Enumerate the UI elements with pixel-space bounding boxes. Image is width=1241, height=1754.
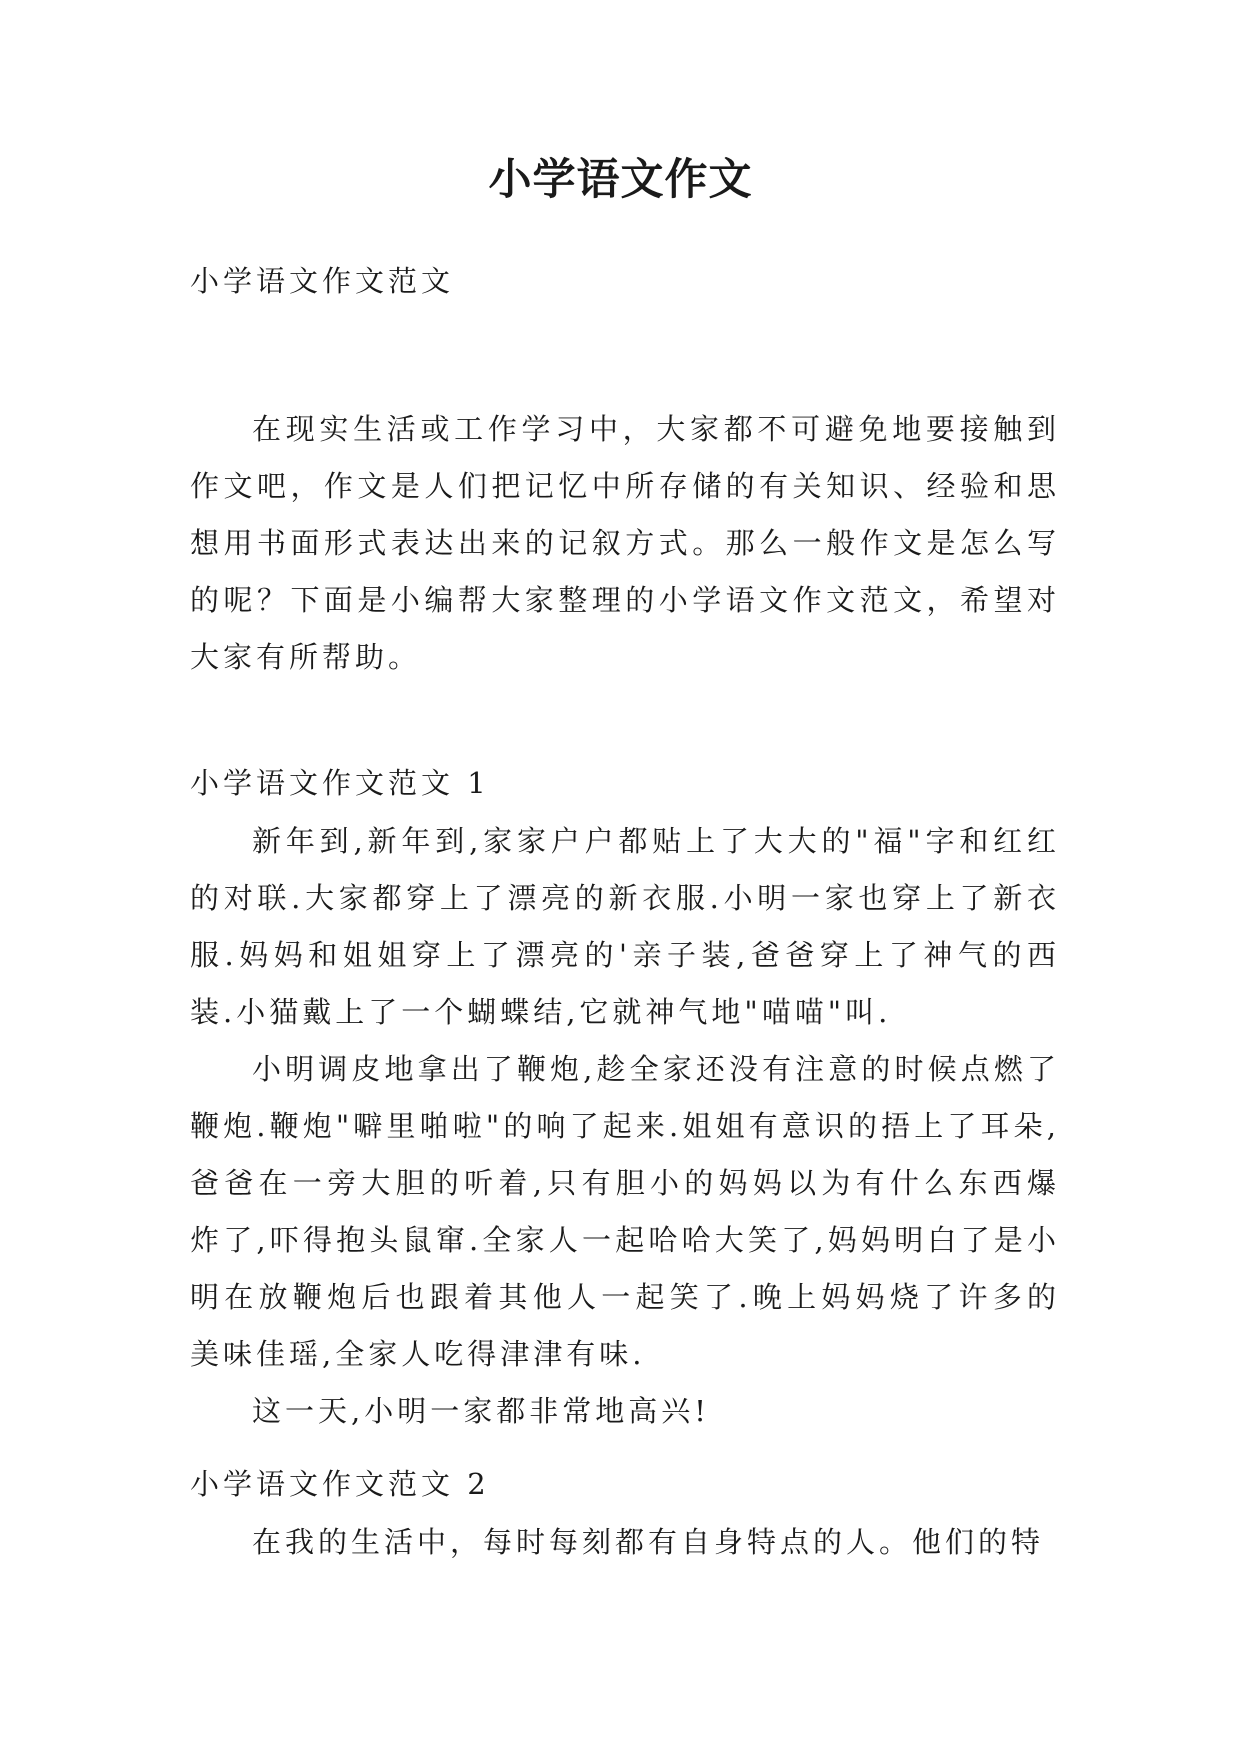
document-title: 小学语文作文 — [488, 155, 753, 205]
essay1-paragraph-3: 这一天,小明一家都非常地高兴! — [252, 1394, 710, 1428]
essay2-body — [190, 1514, 1060, 1571]
essay1-heading: 小学语文作文范文 1 — [190, 766, 490, 800]
essay2-heading: 小学语文作文范文 2 — [190, 1467, 490, 1501]
essay2-paragraph-1: 在我的生活中，每时每刻都有自身特点的人。他们的特 — [252, 1525, 1045, 1559]
essay1-paragraph-1: 新年到,新年到,家家户户都贴上了大大的"福"字和红红的对联.大家都穿上了漂亮的新衣服.小明一家也穿上了新衣服.妈妈和姐姐穿上了漂亮的'亲子装,爸爸穿上了神气的西装.小猫戴上了一个蝴蝶结,它就神气地"喵喵"叫. — [190, 824, 1060, 1029]
subtitle: 小学语文作文范文 — [190, 264, 455, 298]
intro-text: 在现实生活或工作学习中，大家都不可避免地要接触到作文吧，作文是人们把记忆中所存储的有关知识、经验和思想用书面形式表达出来的记叙方式。那么一般作文是怎么写的呢？下面是小编帮大家整理的小学语文作文范文，希望对大家有所帮助。 — [190, 412, 1060, 674]
intro-paragraph — [190, 401, 1060, 686]
essay1-body — [190, 813, 1060, 1440]
essay1-paragraph-2: 小明调皮地拿出了鞭炮,趁全家还没有注意的时候点燃了鞭炮.鞭炮"噼里啪啦"的响了起来.姐姐有意识的捂上了耳朵,爸爸在一旁大胆的听着,只有胆小的妈妈以为有什么东西爆炸了,吓得抱头鼠窜.全家人一起哈哈大笑了,妈妈明白了是小明在放鞭炮后也跟着其他人一起笑了.晚上妈妈烧了许多的美味佳瑶,全家人吃得津津有味. — [190, 1052, 1060, 1371]
